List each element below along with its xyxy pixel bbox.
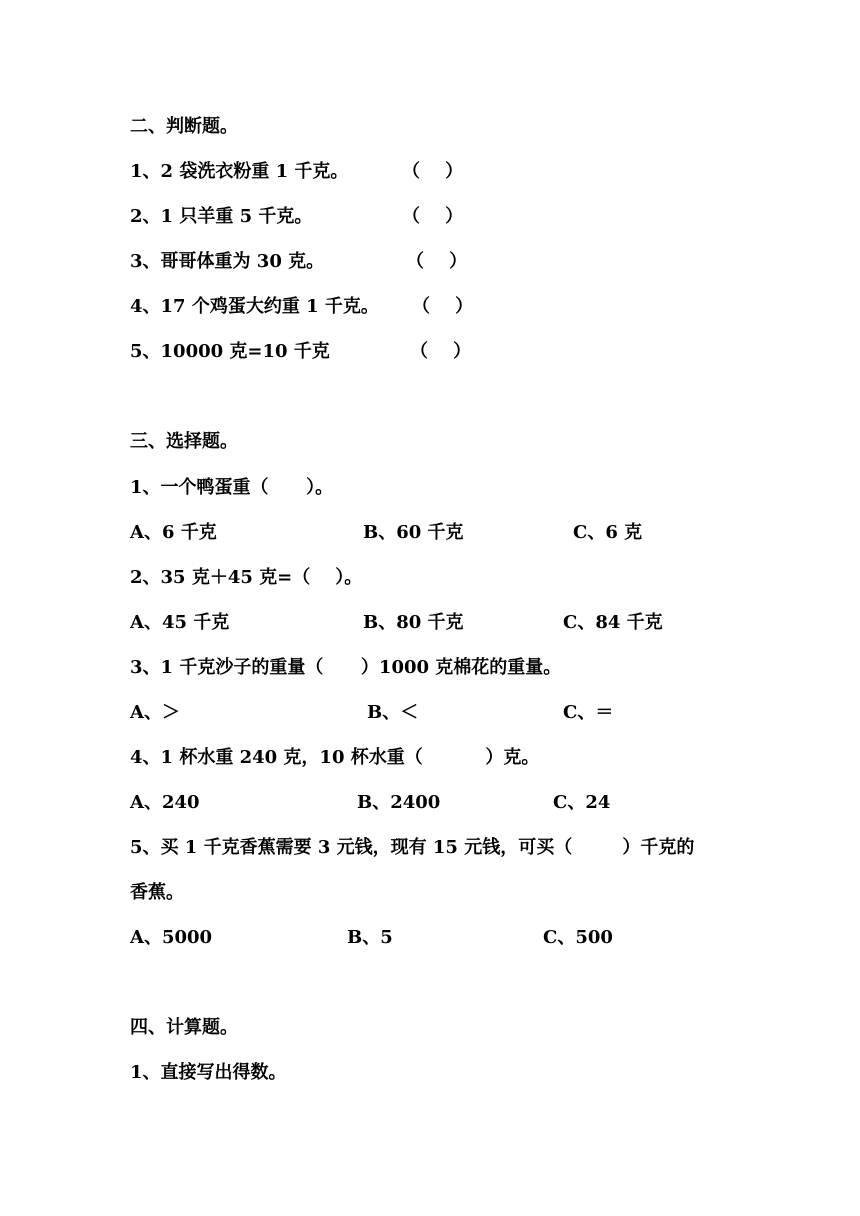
choice-2-option-b[interactable]: B、80 千克	[363, 612, 464, 633]
judgement-answer-1[interactable]: （ ）	[402, 161, 464, 182]
choice-question-1: 1、一个鸭蛋重（ ）。	[130, 477, 334, 498]
choice-question-5-continued: 香蕉。	[130, 882, 184, 903]
choice-5-option-b[interactable]: B、5	[347, 927, 393, 948]
judgement-item-3: 3、哥哥体重为 30 克。	[130, 251, 325, 272]
choice-4-option-c[interactable]: C、24	[553, 792, 611, 813]
choice-question-2: 2、35 克＋45 克=（ ）。	[130, 567, 363, 588]
choice-3-option-b[interactable]: B、＜	[367, 702, 419, 723]
judgement-answer-4[interactable]: （ ）	[412, 296, 474, 317]
choice-4-option-b[interactable]: B、2400	[357, 792, 441, 813]
section-2-heading: 二、判断题。	[130, 116, 238, 137]
choice-2-option-a[interactable]: A、45 千克	[130, 612, 230, 633]
judgement-answer-3[interactable]: （ ）	[406, 251, 468, 272]
judgement-item-2: 2、1 只羊重 5 千克。	[130, 206, 313, 227]
choice-5-option-a[interactable]: A、5000	[130, 927, 213, 948]
choice-2-option-c[interactable]: C、84 千克	[563, 612, 663, 633]
choice-question-5: 5、买 1 千克香蕉需要 3 元钱，现有 15 元钱，可买（ ）千克的	[130, 837, 695, 858]
choice-question-3: 3、1 千克沙子的重量（ ）1000 克棉花的重量。	[130, 657, 562, 678]
judgement-item-5: 5、10000 克=10 千克	[130, 341, 330, 362]
choice-question-4: 4、1 杯水重 240 克，10 杯水重（ ）克。	[130, 747, 540, 768]
choice-1-option-b[interactable]: B、60 千克	[363, 522, 464, 543]
judgement-answer-5[interactable]: （ ）	[410, 341, 472, 362]
choice-4-option-a[interactable]: A、240	[130, 792, 200, 813]
judgement-item-1: 1、2 袋洗衣粉重 1 千克。	[130, 161, 349, 182]
choice-3-option-a[interactable]: A、＞	[130, 702, 180, 723]
judgement-answer-2[interactable]: （ ）	[402, 206, 464, 227]
judgement-item-4: 4、17 个鸡蛋大约重 1 千克。	[130, 296, 379, 317]
choice-5-option-c[interactable]: C、500	[543, 927, 613, 948]
choice-3-option-c[interactable]: C、＝	[563, 702, 614, 723]
choice-1-option-a[interactable]: A、6 千克	[130, 522, 217, 543]
section-4-heading: 四、计算题。	[130, 1017, 238, 1038]
section-3-heading: 三、选择题。	[130, 431, 238, 452]
calc-item-1: 1、直接写出得数。	[130, 1062, 287, 1083]
choice-1-option-c[interactable]: C、6 克	[573, 522, 643, 543]
